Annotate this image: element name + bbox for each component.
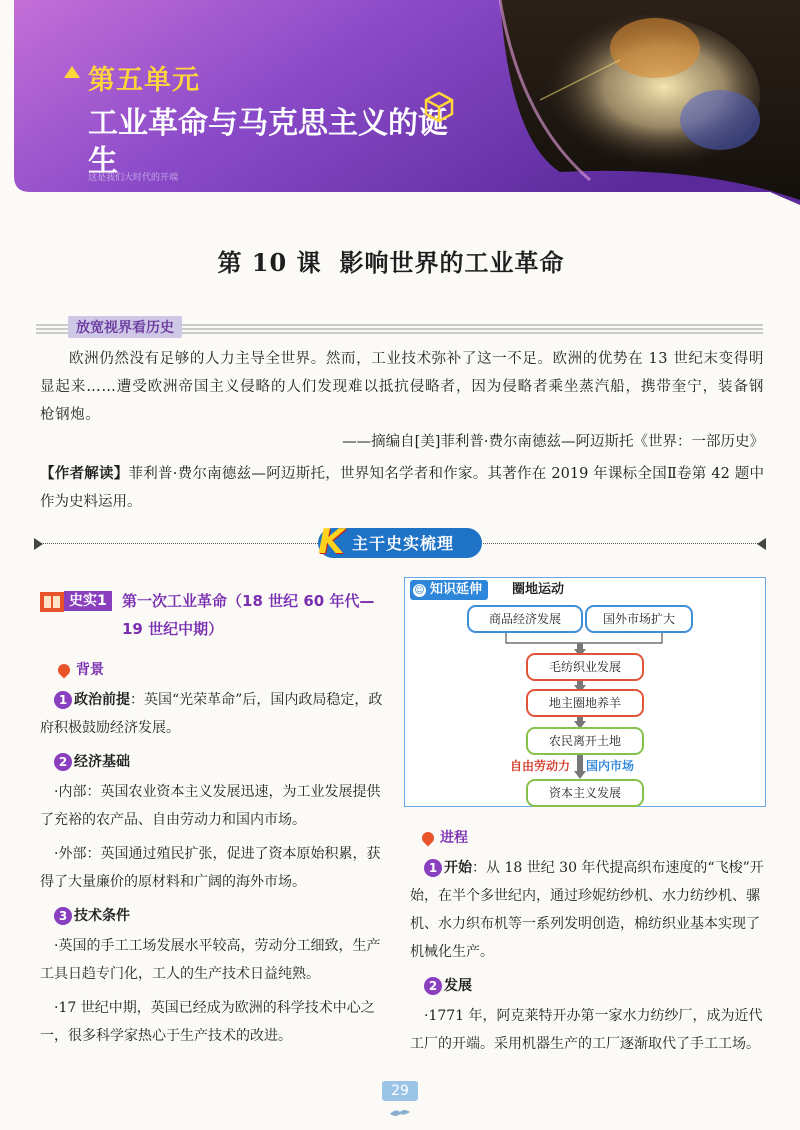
- background-heading: [58, 656, 392, 684]
- leaf-icon: [420, 830, 437, 847]
- page-number: 29: [382, 1081, 418, 1101]
- cube-icon: [422, 90, 456, 124]
- number-badge-1: 1: [424, 859, 442, 877]
- paragraph: ·外部：英国通过殖民扩张，促进了资本原始积累，获得了大量廉价的原材料和广阔的海外市场。: [40, 846, 381, 890]
- author-note-text: 菲利普·费尔南德兹—阿迈斯托，世界知名学者和作家。其著作在 2019 年课标全国Ⅱ卷第 42 题中作为史料运用。: [40, 466, 764, 510]
- paragraph: ·内部：英国农业资本主义发展迅速，为工业发展提供了充裕的农产品、自由劳动力和国内市场。: [40, 784, 381, 828]
- smile-icon: ☺: [414, 585, 425, 596]
- paragraph: ·1771 年，阿克莱特开办第一家水力纺纱厂，成为近代工厂的开端。采用机器生产的工厂逐渐取代了手工工场。: [410, 1008, 763, 1052]
- paragraph: ·17 世纪中期，英国已经成为欧洲的科学技术中心之一，很多科学家热心于生产技术的改进。: [40, 1000, 375, 1044]
- item-label: 经济基础: [74, 754, 130, 770]
- author-note: [40, 460, 764, 516]
- number-badge-1: 1: [54, 691, 72, 709]
- flow-node-capitalism: 资本主义发展: [526, 779, 644, 807]
- flow-node-peasants-leave: 农民离开土地: [526, 727, 644, 755]
- flow-node-enclosure: 地主圈地养羊: [526, 689, 644, 717]
- book-icon: [40, 592, 64, 612]
- bird-icon: [388, 1106, 412, 1118]
- lesson-number: 第 10 课: [217, 248, 322, 277]
- progress-label: 进程: [440, 830, 468, 846]
- quote-source: ——摘编自[美]菲利普·费尔南德兹—阿迈斯托《世界：一部历史》: [342, 434, 764, 450]
- progress-item-1: [410, 854, 764, 966]
- left-column: [40, 656, 392, 1050]
- number-badge-3: 3: [54, 907, 72, 925]
- right-column: [410, 824, 764, 1058]
- main-heading-label: 主干史实梳理: [352, 534, 455, 553]
- progress-item-2-heading: [424, 972, 764, 1000]
- background-label: 背景: [76, 662, 104, 678]
- item-label: 发展: [444, 978, 472, 994]
- k-logo: K: [318, 522, 345, 562]
- knowledge-title: 圈地运动: [512, 582, 565, 597]
- flow-label-domestic-market: 国内市场: [586, 759, 635, 773]
- background-item-2-heading: [54, 748, 392, 776]
- knowledge-tag-label: 知识延伸: [430, 582, 483, 597]
- triangle-left-icon: [34, 538, 43, 550]
- unit-title: 工业革命与马克思主义的诞生: [88, 106, 448, 179]
- flow-label-free-labor: 自由劳动力: [510, 759, 571, 773]
- lesson-title: [0, 243, 800, 278]
- triangle-icon: [64, 66, 80, 78]
- progress-heading: [422, 824, 764, 852]
- item-label: 技术条件: [74, 908, 130, 924]
- flow-node-wool-textile: 毛纺织业发展: [526, 653, 644, 681]
- flow-node-overseas-market: 国外市场扩大: [585, 605, 693, 633]
- background-item-1: [40, 686, 392, 742]
- author-note-label: 【作者解读】: [40, 466, 129, 482]
- lesson-name: 影响世界的工业革命: [339, 248, 565, 277]
- background-item-3-heading: [54, 902, 392, 930]
- fact-tag: 史实1: [64, 591, 112, 611]
- item-label: 政治前提: [74, 692, 130, 708]
- section-label: 放宽视界看历史: [68, 316, 182, 338]
- paragraph: ·英国的手工工场发展水平较高，劳动分工细致，生产工具日趋专门化，工人的生产技术日益纯熟。: [40, 938, 381, 982]
- fact-title: 第一次工业革命（18 世纪 60 年代—19 世纪中期）: [122, 592, 375, 638]
- number-badge-2: 2: [424, 977, 442, 995]
- leaf-icon: [56, 662, 73, 679]
- triangle-right-icon: [757, 538, 766, 550]
- unit-label: 第五单元: [88, 65, 200, 96]
- item-label: 开始: [444, 860, 472, 876]
- item-text: ：英国“光荣革命”后，国内政局稳定，政府积极鼓励经济发展。: [40, 692, 383, 736]
- unit-subtitle: 这是我们大时代的开端: [88, 173, 179, 183]
- flow-node-commodity-economy: 商品经济发展: [467, 605, 583, 633]
- quote-paragraph: 欧洲仍然没有足够的人力主导全世界。然而，工业技术弥补了这一不足。欧洲的优势在 13 世纪末变得明显起来……遭受欧洲帝国主义侵略的人们发现难以抵抗侵略者，因为侵略者乘坐蒸汽船，携带奎宁，装备钢枪钢炮。: [40, 351, 764, 423]
- item-text: ：从 18 世纪 30 年代提高织布速度的“飞梭”开始，在半个多世纪内，通过珍妮纺纱机、水力纺纱机、骡机、水力织布机等一系列发明创造，棉纺织业基本实现了机械化生产。: [410, 860, 764, 960]
- number-badge-2: 2: [54, 753, 72, 771]
